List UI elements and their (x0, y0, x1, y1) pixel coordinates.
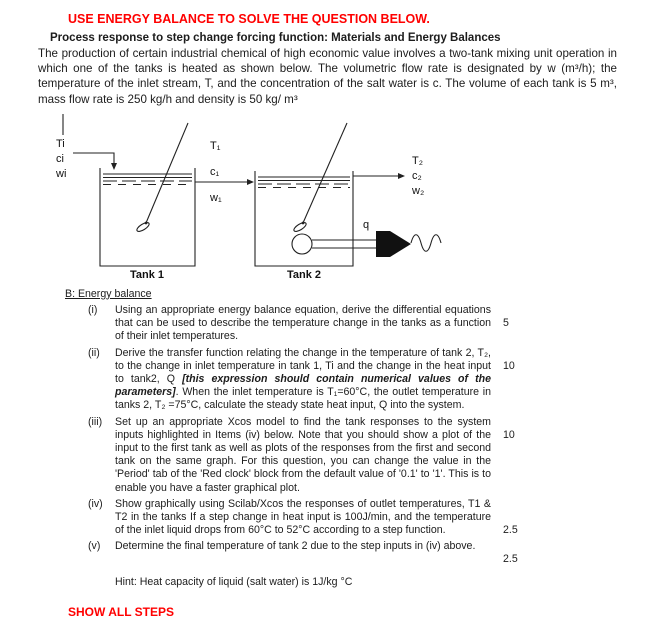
item-text-emphasis: [this expression should contain numerical values of the parameters] (115, 373, 491, 399)
outlet-temperature-label: T₂ (412, 154, 423, 167)
pipe-arrowhead-icon (247, 179, 254, 185)
mid-temperature-label: T₁ (210, 139, 221, 152)
intro-paragraph: The production of certain industrial chemical of high economic value involves a two-tank mixing unit operation in which one of the tanks is heated as shown below. The volumetric flow rate is designated by w (m³/h); the temperature of the inlet stream, T, and the concentration of the salt water is c. The volume of each tank is 5 m³, mass flow rate is 250 kg/h and density is 50 kg/ m³ (38, 47, 617, 106)
question-item (38, 416, 617, 495)
item-mark: 2.5 (503, 523, 518, 536)
item-text (115, 347, 491, 413)
problem-subtitle: Process response to step change forcing function: Materials and Energy Balances (50, 32, 501, 44)
two-tank-process-diagram (50, 111, 550, 286)
page-title: USE ENERGY BALANCE TO SOLVE THE QUESTION BELOW. (68, 12, 430, 26)
tank2-outline (255, 171, 353, 266)
question-item (38, 540, 617, 566)
inlet-arrowhead-icon (111, 163, 117, 170)
item-mark: 5 (503, 317, 509, 330)
outlet-arrowhead-icon (398, 173, 405, 179)
outlet-concentration-label: c₂ (412, 169, 422, 182)
heater-coil-squiggle-icon (411, 235, 441, 252)
item-number: (ii) (88, 346, 100, 359)
tank2-caption: Tank 2 (286, 268, 322, 281)
item-number: (v) (88, 540, 101, 553)
heater-circle (292, 234, 312, 254)
heater-plug-icon (376, 231, 411, 257)
mid-flow-label: w₁ (210, 191, 222, 204)
tank1-impeller-icon (136, 221, 151, 233)
tank2-shaft-hub (302, 221, 305, 224)
question-item (38, 304, 617, 344)
show-all-steps-note: SHOW ALL STEPS (68, 604, 175, 619)
item-text: Set up an appropriate Xcos model to find the tank responses to the system inputs highlighted in Items (iv) below. Note that you should show a plot of the input to the first tank as well as plots of the responses from the first and second tank on the same graph. For this question, you can change the value in the 'Period' tab of the 'Red clock' block from the default value of '0.1' to '1'. This is to enable you have a faster graphical plot. (115, 415, 491, 494)
item-number: (iii) (88, 415, 103, 428)
item-text-post: . When the inlet temperature is T₁=60°C, the outlet temperature in tanks 2, T₂ =75°C, calculate the steady state heat input, Q into the system. (115, 386, 491, 412)
tank1-outline (100, 168, 195, 266)
tank1-stirrer-shaft (146, 123, 188, 223)
item-mark: 10 (503, 428, 515, 441)
item-text-pre: Derive the transfer function relating the change in the temperature of tank 2, T₂, to the change in inlet temperature in tank 1, Ti and the change in the heat input to tank2, Q (115, 346, 491, 386)
item-text: Show graphically using Scilab/Xcos the responses of outlet temperatures, T1 & T2 in the tanks If a step change in heat input is 100J/min, and the temperature of the inlet liquid drops from 60°C to 52°C according to a step function. (115, 497, 491, 537)
inlet-pipe (73, 153, 114, 164)
outlet-flow-label: w₂ (412, 184, 425, 197)
inlet-concentration-label: ci (56, 152, 64, 165)
tank2-stirrer-shaft (303, 123, 347, 223)
inlet-temperature-label: Ti (56, 137, 65, 150)
item-text: Determine the final temperature of tank 2 due to the step inputs in (iv) above. (115, 540, 476, 553)
section-heading: B: Energy balance (65, 287, 152, 300)
item-mark: 10 (503, 359, 515, 372)
item-number: (i) (88, 304, 98, 317)
heat-input-label: q (363, 218, 370, 231)
tank1-liquid-surface (103, 174, 192, 185)
energy-balance-section (38, 288, 617, 589)
tank1-caption: Tank 1 (129, 268, 165, 281)
mid-concentration-label: c₁ (210, 165, 220, 178)
item-number: (iv) (88, 497, 103, 510)
tank2-liquid-surface (258, 177, 350, 188)
inlet-flow-label: wi (56, 167, 67, 180)
item-mark: 2.5 (503, 553, 518, 566)
question-item (38, 498, 617, 538)
tank1-shaft-hub (145, 221, 148, 224)
question-item (38, 347, 617, 413)
item-text: Using an appropriate energy balance equation, derive the differential equations that can be used to describe the temperature change in the tanks as a function of their inlet temperatures. (115, 304, 491, 343)
tank2-impeller-icon (293, 221, 308, 233)
hint-text: Hint: Heat capacity of liquid (salt water) is 1J/kg °C (115, 575, 353, 588)
